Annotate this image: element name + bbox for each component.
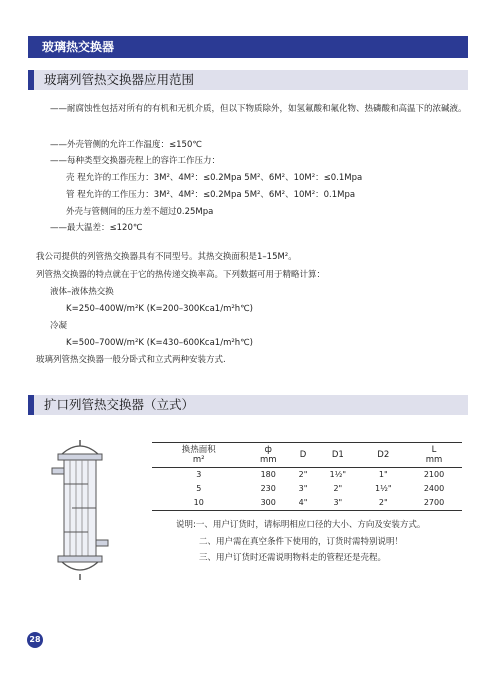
cell-diameter: 180 [260, 470, 276, 479]
heat-exchanger-diagram [48, 440, 112, 580]
cell-diameter: 300 [245, 496, 291, 511]
cell-d: 4" [291, 496, 315, 511]
cell-d2: 2" [361, 496, 406, 511]
note-line: 三、用户订货时还需说明物料走的管程还是壳程。 [199, 553, 387, 563]
table-header-row [152, 443, 462, 468]
section-title-application: 玻璃列管热交换器应用范围 [28, 70, 468, 90]
cell-d2: 1" [378, 470, 388, 479]
page-header: 玻璃热交换器 [28, 36, 468, 58]
section-title-vertical: 扩口列管热交换器（立式） [28, 395, 468, 415]
liquid-exchange-title: 液体–液体热交换 [50, 287, 114, 297]
header-d2: D2 [361, 443, 406, 468]
bullet-shell-temp: ——外壳管侧的允许工作温度：≤150℃ [50, 140, 202, 150]
spec-table [152, 442, 462, 511]
liquid-exchange-k: K=250–400W/m²K (K=200–300Kca1/m²h℃) [66, 304, 253, 314]
header-d1: D1 [315, 443, 360, 468]
bullet-pressure: ——每种类型交换器壳程上的容许工作压力： [50, 156, 221, 166]
cell-d1: 1½" [329, 470, 347, 479]
note-line: 说明:一、用户订货时，请标明相应口径的大小、方向及安装方式。 [176, 520, 426, 530]
tube-pressure: 管 程允许的工作压力：3M²、4M²：≤0.2Mpa 5M²、6M²、10M²：0.1Mpa [66, 190, 356, 200]
cell-area: 5 [196, 484, 202, 493]
header-d: D [291, 443, 315, 468]
bullet-corrosion: ——耐腐蚀性包括对所有的有机和无机介质，但以下物质除外，如氢氟酸和氟化物、热磷酸和高温下的浓碱液。 [50, 104, 467, 114]
cell-d2: 1½" [375, 484, 392, 493]
page-number: 28 [27, 632, 43, 648]
paragraph-features: 列管热交换器的特点就在于它的热传递交换率高。下列数据可用于精略计算： [36, 270, 326, 280]
header-length: L mm [406, 443, 462, 468]
header-area: 换热面积 m² [152, 443, 245, 468]
cell-area: 10 [152, 496, 245, 511]
header-diameter: ф mm [245, 443, 291, 468]
cell-length: 2400 [423, 484, 445, 493]
installation-note: 玻璃列管热交换器一般分卧式和立式两种安装方式. [36, 355, 226, 365]
cell-d1: 2" [333, 484, 343, 493]
note-line: 二、用户需在真空条件下使用的，订货时需特别说明！ [199, 537, 404, 547]
condensation-k: K=500–700W/m²K (K=430–600Kca1/m²h℃) [66, 338, 253, 348]
cell-d: 3" [298, 484, 308, 493]
cell-d1: 3" [315, 496, 360, 511]
cell-length: 2700 [406, 496, 462, 511]
paragraph-models: 我公司提供的列管热交换器具有不同型号。其热交换面积是1–15M²。 [36, 252, 297, 262]
shell-pressure: 壳 程允许的工作压力：3M²、4M²：≤0.2Mpa 5M²、6M²、10M²：≤0.1Mpa [66, 173, 363, 183]
cell-area: 3 [196, 470, 202, 479]
table-row [152, 496, 462, 511]
pressure-difference: 外壳与管侧间的压力差不超过0.25Mpa [66, 207, 214, 217]
table-row [152, 468, 462, 483]
max-temp-difference: ——最大温差：≤120℃ [50, 223, 143, 233]
condensation-title: 冷凝 [50, 321, 68, 331]
cell-diameter: 230 [260, 484, 276, 493]
cell-length: 2100 [423, 470, 445, 479]
cell-d: 2" [298, 470, 308, 479]
table-row [152, 482, 462, 496]
